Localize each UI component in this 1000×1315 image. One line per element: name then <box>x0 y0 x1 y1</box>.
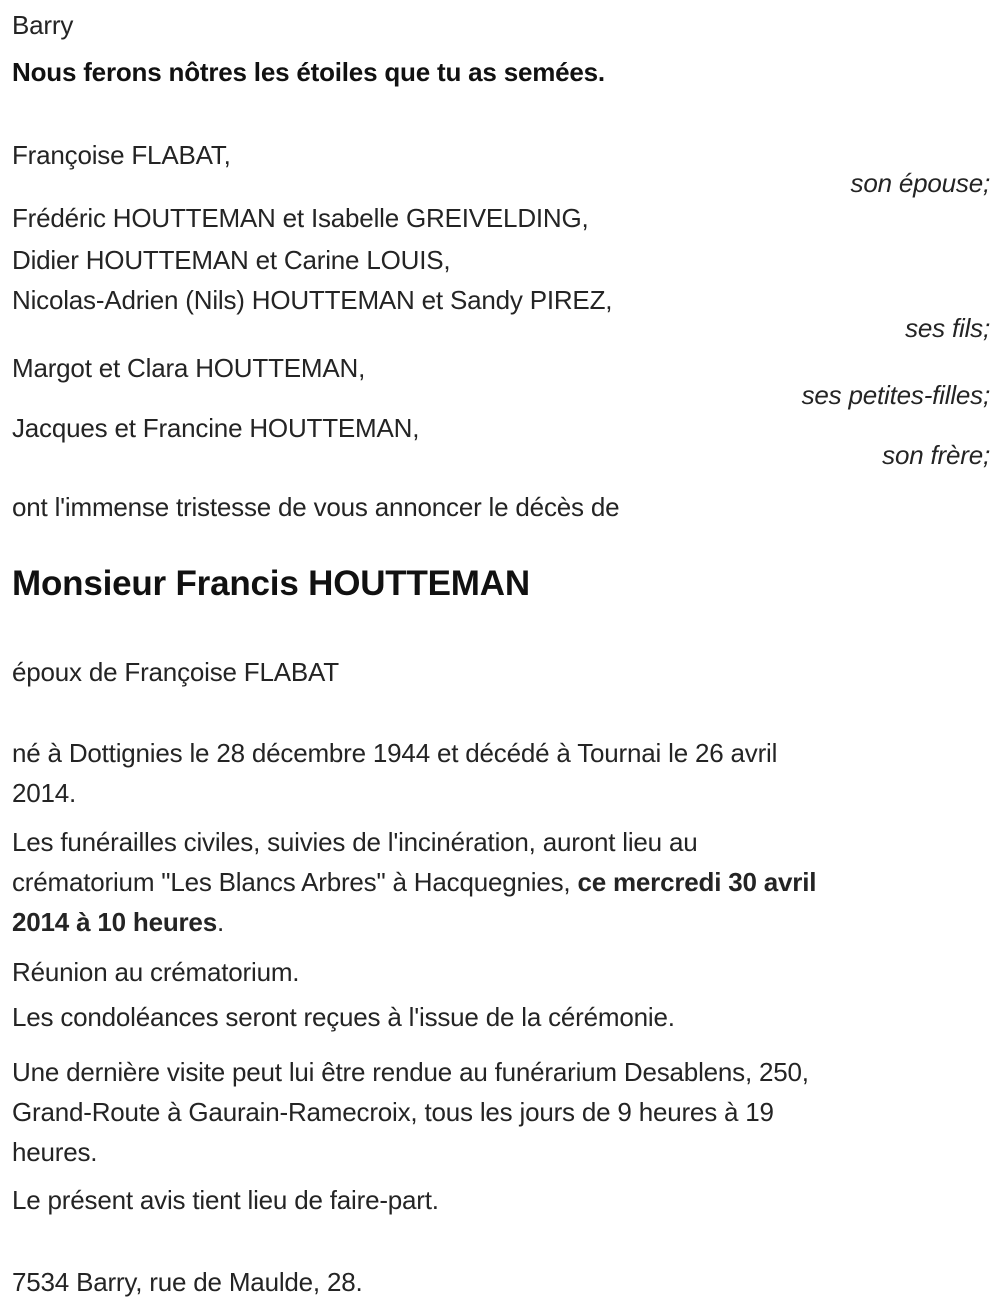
mourner-son-1-name: Frédéric HOUTTEMAN et Isabelle GREIVELDING, <box>12 203 589 233</box>
mourner-son-3-name: Nicolas-Adrien (Nils) HOUTTEMAN et Sandy PIREZ, <box>12 285 613 315</box>
funeral-line-2-regular: crématorium "Les Blancs Arbres" à Hacquegnies, <box>12 867 578 897</box>
funeral-line-2 <box>12 862 816 902</box>
funeral-line-3-bold: 2014 à 10 heures <box>12 907 217 937</box>
birth-death-line-1: né à Dottignies le 28 décembre 1944 et décédé à Tournai le 26 avril <box>12 738 778 768</box>
last-visit-line-1: Une dernière visite peut lui être rendue au funérarium Desablens, 250, <box>12 1057 809 1087</box>
birth-death-line-2: 2014. <box>12 778 77 808</box>
intro-line: ont l'immense tristesse de vous annoncer le décès de <box>12 492 620 522</box>
relation-brother-label: son frère; <box>882 440 990 470</box>
mourner-brother-name: Jacques et Francine HOUTTEMAN, <box>12 413 420 443</box>
funeral-line-1: Les funérailles civiles, suivies de l'incinération, auront lieu au <box>12 827 698 857</box>
condolences-line: Les condoléances seront reçues à l'issue de la cérémonie. <box>12 1002 675 1032</box>
address-line: 7534 Barry, rue de Maulde, 28. <box>12 1267 363 1297</box>
last-visit-line-2: Grand-Route à Gaurain-Ramecroix, tous les jours de 9 heures à 19 <box>12 1097 774 1127</box>
meeting-line: Réunion au crématorium. <box>12 957 300 987</box>
birth-death-paragraph <box>12 733 777 813</box>
epitaph-line: Nous ferons nôtres les étoiles que tu as semées. <box>12 57 605 87</box>
deceased-name-title: Monsieur Francis HOUTTEMAN <box>12 564 530 603</box>
relation-spouse-label: son épouse; <box>850 168 990 198</box>
mourner-spouse-name: Françoise FLABAT, <box>12 140 231 170</box>
funeral-line-2-bold: ce mercredi 30 avril <box>577 867 817 897</box>
last-visit-paragraph <box>12 1052 809 1172</box>
mourner-son-2-name: Didier HOUTTEMAN et Carine LOUIS, <box>12 245 451 275</box>
relation-sons-label: ses fils; <box>905 313 990 343</box>
place-line: Barry <box>12 10 74 40</box>
spouse-of-line: époux de Françoise FLABAT <box>12 657 339 687</box>
notice-line: Le présent avis tient lieu de faire-part. <box>12 1185 439 1215</box>
last-visit-line-3: heures. <box>12 1137 98 1167</box>
funeral-line-3-period: . <box>216 907 224 937</box>
funeral-paragraph <box>12 822 816 942</box>
funeral-line-3 <box>12 902 816 942</box>
relation-granddaughters-label: ses petites-filles; <box>801 380 990 410</box>
mourner-granddaughters-name: Margot et Clara HOUTTEMAN, <box>12 353 366 383</box>
